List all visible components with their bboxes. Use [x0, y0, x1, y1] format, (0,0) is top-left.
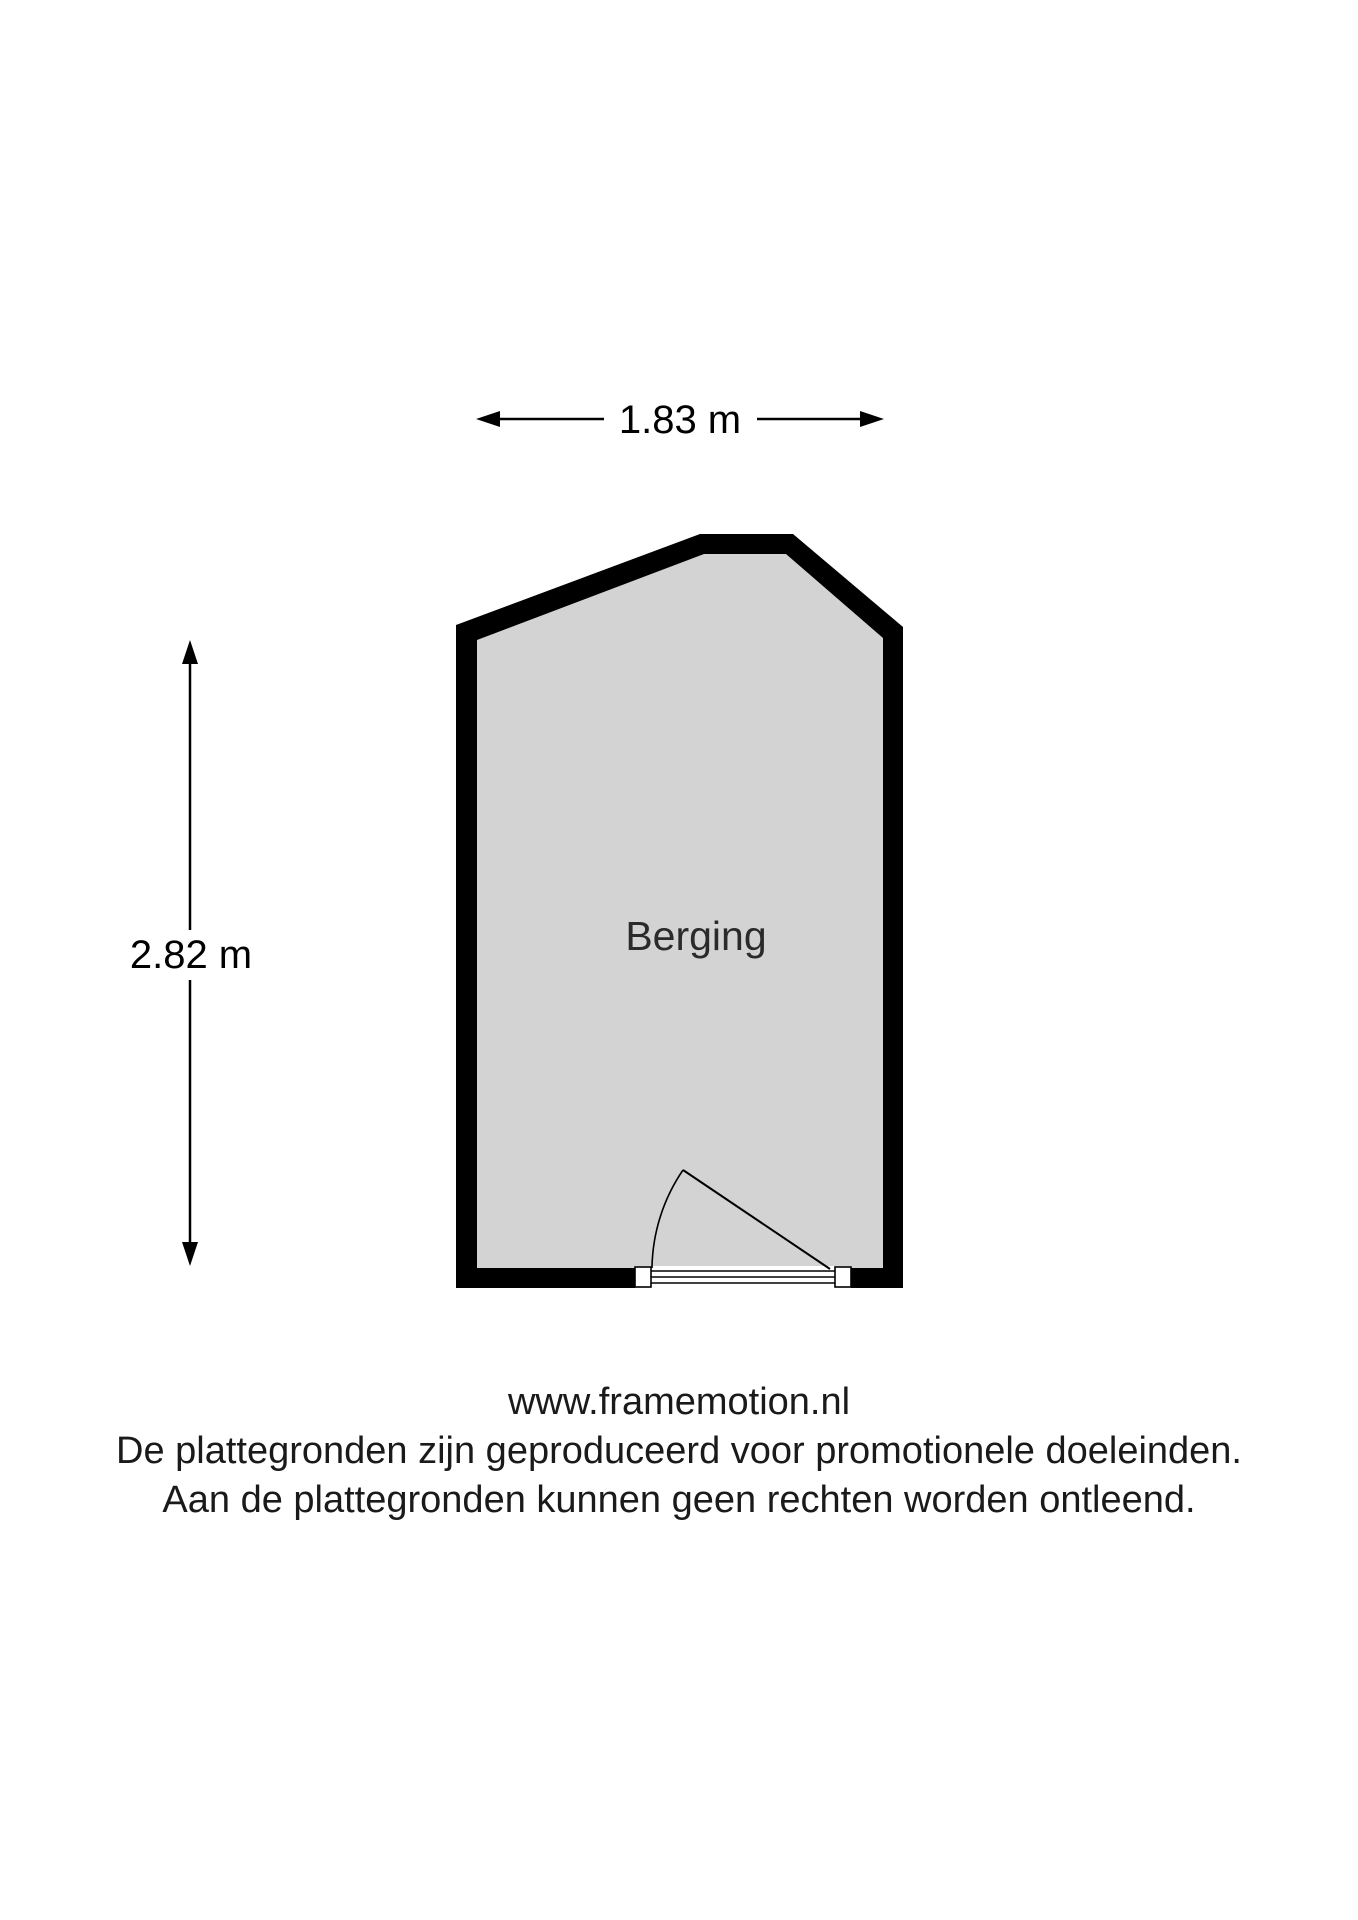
width-label: 1.83 m [618, 398, 742, 442]
height-arrow-top-icon [182, 640, 198, 664]
room-name: Berging [625, 913, 767, 959]
width-arrow-right-icon [860, 411, 884, 427]
width-arrow-left-icon [476, 411, 500, 427]
room-berging [456, 534, 903, 1288]
disclaimer-line-2: Aan de plattegronden kunnen geen rechten worden ontleend. [162, 1479, 1196, 1521]
door-jamb-right [835, 1267, 851, 1287]
width-dimension [476, 398, 884, 442]
height-dimension [130, 640, 252, 1266]
height-arrow-bottom-icon [182, 1242, 198, 1266]
footer [0, 1378, 1358, 1525]
room-floor [477, 554, 883, 1268]
disclaimer-line-1: De plattegronden zijn geproduceerd voor promotionele doeleinden. [116, 1430, 1242, 1472]
website-link[interactable]: www.framemotion.nl [507, 1381, 851, 1423]
height-label: 2.82 m [129, 933, 253, 977]
door-jamb-left [635, 1267, 651, 1287]
